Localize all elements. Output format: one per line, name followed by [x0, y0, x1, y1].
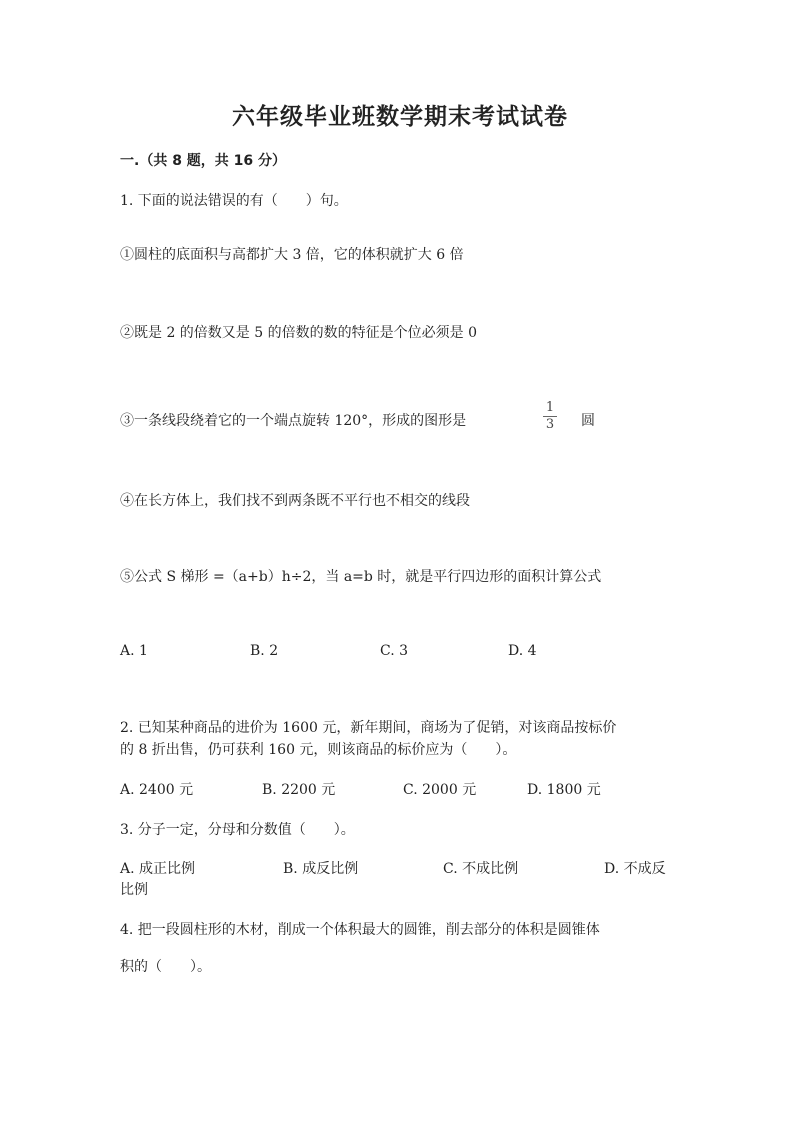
question-2-option-d[interactable]: D. 1800 元 [527, 782, 601, 798]
question-3-option-d-wrap: 比例 [120, 882, 148, 898]
question-3-option-a[interactable]: A. 成正比例 [120, 861, 196, 877]
question-1-option-a[interactable]: A. 1 [120, 643, 148, 659]
question-1-statement-4: ④在长方体上，我们找不到两条既不平行也不相交的线段 [120, 493, 470, 509]
page-title: 六年级毕业班数学期末考试试卷 [232, 104, 568, 130]
question-2-option-c[interactable]: C. 2000 元 [403, 782, 477, 798]
fraction-denominator: 3 [545, 417, 555, 432]
question-1-statement-1: ①圆柱的底面积与高都扩大 3 倍，它的体积就扩大 6 倍 [120, 247, 464, 263]
question-2-option-a[interactable]: A. 2400 元 [120, 782, 194, 798]
question-1-statement-3: ③一条线段绕着它的一个端点旋转 120°，形成的图形是 [120, 413, 467, 429]
fraction-numerator: 1 [545, 400, 555, 415]
question-1-statement-5: ⑤公式 S 梯形 =（a+b）h÷2，当 a=b 时，就是平行四边形的面积计算公式 [120, 569, 602, 585]
question-1-option-b[interactable]: B. 2 [250, 643, 279, 659]
question-2-line-2: 的 8 折出售，仍可获利 160 元，则该商品的标价应为（ ）。 [120, 742, 517, 758]
question-1-statement-3-end: 圆 [581, 413, 595, 429]
question-1-statement-2: ②既是 2 的倍数又是 5 的倍数的数的特征是个位必须是 0 [120, 325, 477, 341]
question-3-option-d[interactable]: D. 不成反 [604, 861, 666, 877]
section-heading: 一.（共 8 题，共 16 分） [120, 153, 287, 169]
question-3-option-c[interactable]: C. 不成比例 [443, 861, 519, 877]
question-1-option-d[interactable]: D. 4 [508, 643, 537, 659]
question-3-stem: 3. 分子一定，分母和分数值（ ）。 [120, 822, 355, 838]
question-4-line-2: 积的（ ）。 [120, 959, 211, 975]
question-1-option-c[interactable]: C. 3 [380, 643, 409, 659]
question-1-stem: 1. 下面的说法错误的有（ ）句。 [120, 193, 348, 209]
question-2-line-1: 2. 已知某种商品的进价为 1600 元，新年期间，商场为了促销，对该商品按标价 [120, 720, 617, 736]
fraction-one-third [541, 401, 559, 432]
question-4-line-1: 4. 把一段圆柱形的木材，削成一个体积最大的圆锥，削去部分的体积是圆锥体 [120, 922, 600, 938]
question-3-option-b[interactable]: B. 成反比例 [283, 861, 359, 877]
question-2-option-b[interactable]: B. 2200 元 [262, 782, 336, 798]
